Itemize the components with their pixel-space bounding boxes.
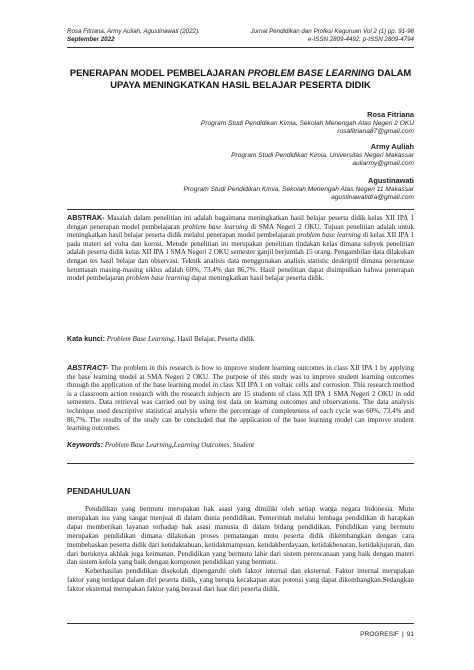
author-name: Agustinawati bbox=[368, 176, 414, 185]
header-rule bbox=[67, 47, 414, 48]
article-title bbox=[67, 67, 414, 91]
footer-journal: PROGRESIF bbox=[360, 631, 399, 638]
body-paragraph-2: Keberhasilan pendidikan disekolah dipengaruhi oleh faktor internal dan eksternal. Faktor internal merupakan faktor yang terdapat dalam diri peserta didik, yang berupa kecakapan atau potensi yang dapat dikembangkan.Sedangkan faktor eksternal merupakan faktor yang berasal dari luar diri peserta didik. bbox=[67, 567, 414, 594]
keywords-text: Problem Base Learning,Learning Outcomes, Student bbox=[103, 441, 255, 449]
author-block-1 bbox=[201, 110, 414, 136]
title-line2: UPAYA MENINGKATKAN HASIL BELAJAR PESERTA DIDIK bbox=[110, 79, 371, 90]
footer-separator: | bbox=[401, 631, 404, 638]
abstract-text: The problem in this research is how to improve student learning outcomes in class XII IPA 1 by applying the base learning model at SMA Negeri 2 OKU. The purpose of this study was to improve student learning outcomes through the application of the base learning model in class XII IPA 1 on voltaic cells and corrosion. This research method is a classroom action research with the research subjects are 15 students of class XII IPA 1 SMA Negeri 2 OKU in odd semesters. Data retrieval was carried out by using test data on learning outcomes and observations. The data analysis technique used descriptive statistical analysis where the percentage of completeness of each cycle was 60%, 73,4% and 86,7%. The results of the study can be concluded that the application of the base learning model can improve student learning outcomes. bbox=[67, 364, 414, 433]
body-text bbox=[67, 505, 414, 594]
abstrak-term: problem base learning bbox=[296, 231, 361, 240]
author-affiliation: Program Studi Pendidikan Kimia, Sekolah Menengah Atas Negeri 11 Makassar bbox=[183, 186, 414, 193]
author-affiliation: Program Studi Pendidikan Kimia, Sekolah Menengah Atas Negeri 2 OKU bbox=[200, 120, 414, 127]
abstract-paragraph bbox=[67, 364, 414, 433]
running-header-right bbox=[251, 28, 415, 44]
kata-kunci bbox=[67, 335, 414, 345]
kata-kunci-rest: , Hasil Belajar, Peserta didik bbox=[173, 335, 255, 343]
body-paragraph-1: Pendidikan yang bermutu merupakan hak asasi yang dimiliki oleh setiap warga negara Indonesia. Mutu merupakan isu yang sangat menjual di dalam dunia pendidikan. Pemerintah melalui lembaga pendidikan di harapkan dapat memberikan layanan terhadap hak asasi manusia di dalam bidang pendidikan. Pendidikan yang bermutu merupakan pendidikan dimana dilakukan proses pematangan mutu peserta didik dikembangkan dengan cara membebaskan peserta didik dari ketidaktahuan, ketidakmampuan, ketidakberdayaan, ketidakbenaran, ketidakjujuran, dan dari buruknya akhlak juga keimanan. Pendidikan yang bermutu lahir dari sistem perencanaan yang baik dengan materi dan sistem kelola yang baik dengan komponen pendidikan yang bermutu. bbox=[67, 505, 414, 567]
abstrak-term: problem base learning bbox=[182, 222, 248, 231]
running-header-left bbox=[67, 28, 200, 44]
author-affiliation: Program Studi Pendidikan Kimia, Universitas Negeri Makassar bbox=[231, 152, 414, 159]
keywords bbox=[67, 441, 414, 451]
author-email[interactable]: auliarmy@gmail.com bbox=[352, 160, 414, 168]
header-citation: Rosa Fitriana, Army Auliah, Agustinawati (2022). bbox=[67, 28, 200, 35]
abstrak-text: Masalah dalam penelitian ini adalah bagaimana meningkatkan hasil belajar peserta didik kelas XII IPA 1 dengan penerapan model pembelajaran bbox=[67, 214, 414, 231]
footer-rule bbox=[67, 623, 414, 624]
abstrak-paragraph bbox=[67, 214, 414, 283]
section-heading: PENDAHULUAN bbox=[67, 487, 131, 496]
abstrak-text: di SMA Negeri 2 OKU. Tujuan penelitian adalah untuk meningkatkan hasil belajar peserta didik melalui penerapan model pembelajaran bbox=[67, 222, 415, 240]
abstrak-label: ABSTRAK- bbox=[67, 213, 105, 222]
author-email[interactable]: rosafitriana87@gmail.com bbox=[337, 128, 414, 136]
title-italic: PROBLEM BASE LEARNING bbox=[247, 67, 375, 78]
page-number: 91 bbox=[406, 631, 414, 638]
abstrak-term: problem base learning bbox=[126, 274, 190, 283]
header-journal: Jurnal Pendidikan dan Profesi Keguruan Vol 2 (1) pp. 91-98 bbox=[250, 28, 414, 35]
page-footer bbox=[360, 631, 414, 638]
abstract-rule-top bbox=[67, 209, 414, 210]
author-block-2 bbox=[231, 142, 414, 168]
abstract-rule-bottom bbox=[67, 463, 414, 464]
abstrak-text: di kelas XII IPA 1 pada materi sel volta dan korosi. Metode penelitian ini merupakan penelitian tindakan kelas dimana subyek penelitian adalah peserta didik kelas XII IPA 1 SMA Negeri 2 OKU semester ganjil berjumlah 15 orang. Pengambilan data dilakukan dengan tes hasil belajar dan observasi. Teknik analisis data menggunakan analisis statistic deskriptif dimana persentase ketuntasan masing-masing siklus adalah 60%, 73,4% dan 86,7%. Hasil penelitian dapat disimpulkan bahwa penerapan model pembelajaran bbox=[67, 231, 414, 283]
title-part2: DALAM bbox=[374, 67, 412, 78]
author-name: Rosa Fitriana bbox=[367, 110, 414, 119]
author-block-3 bbox=[183, 176, 414, 202]
author-name: Army Auliah bbox=[370, 142, 414, 151]
kata-kunci-italic: Problem Base Learning bbox=[104, 335, 174, 343]
author-email[interactable]: agustinawatidra@gmail.com bbox=[331, 194, 414, 202]
title-part1: PENERAPAN MODEL PEMBELAJARAN bbox=[69, 67, 248, 78]
header-issn: e-ISSN 2809-4492, p-ISSN 2809-4794 bbox=[308, 36, 414, 43]
keywords-label: Keywords: bbox=[67, 442, 104, 449]
header-date: September 2022 bbox=[67, 36, 115, 43]
kata-kunci-label: Kata kunci: bbox=[67, 336, 105, 343]
abstrak-text: dapat meningkatkan hasil belajar peserta didik. bbox=[189, 274, 325, 283]
abstract-label: ABSTRACT- bbox=[67, 363, 109, 372]
